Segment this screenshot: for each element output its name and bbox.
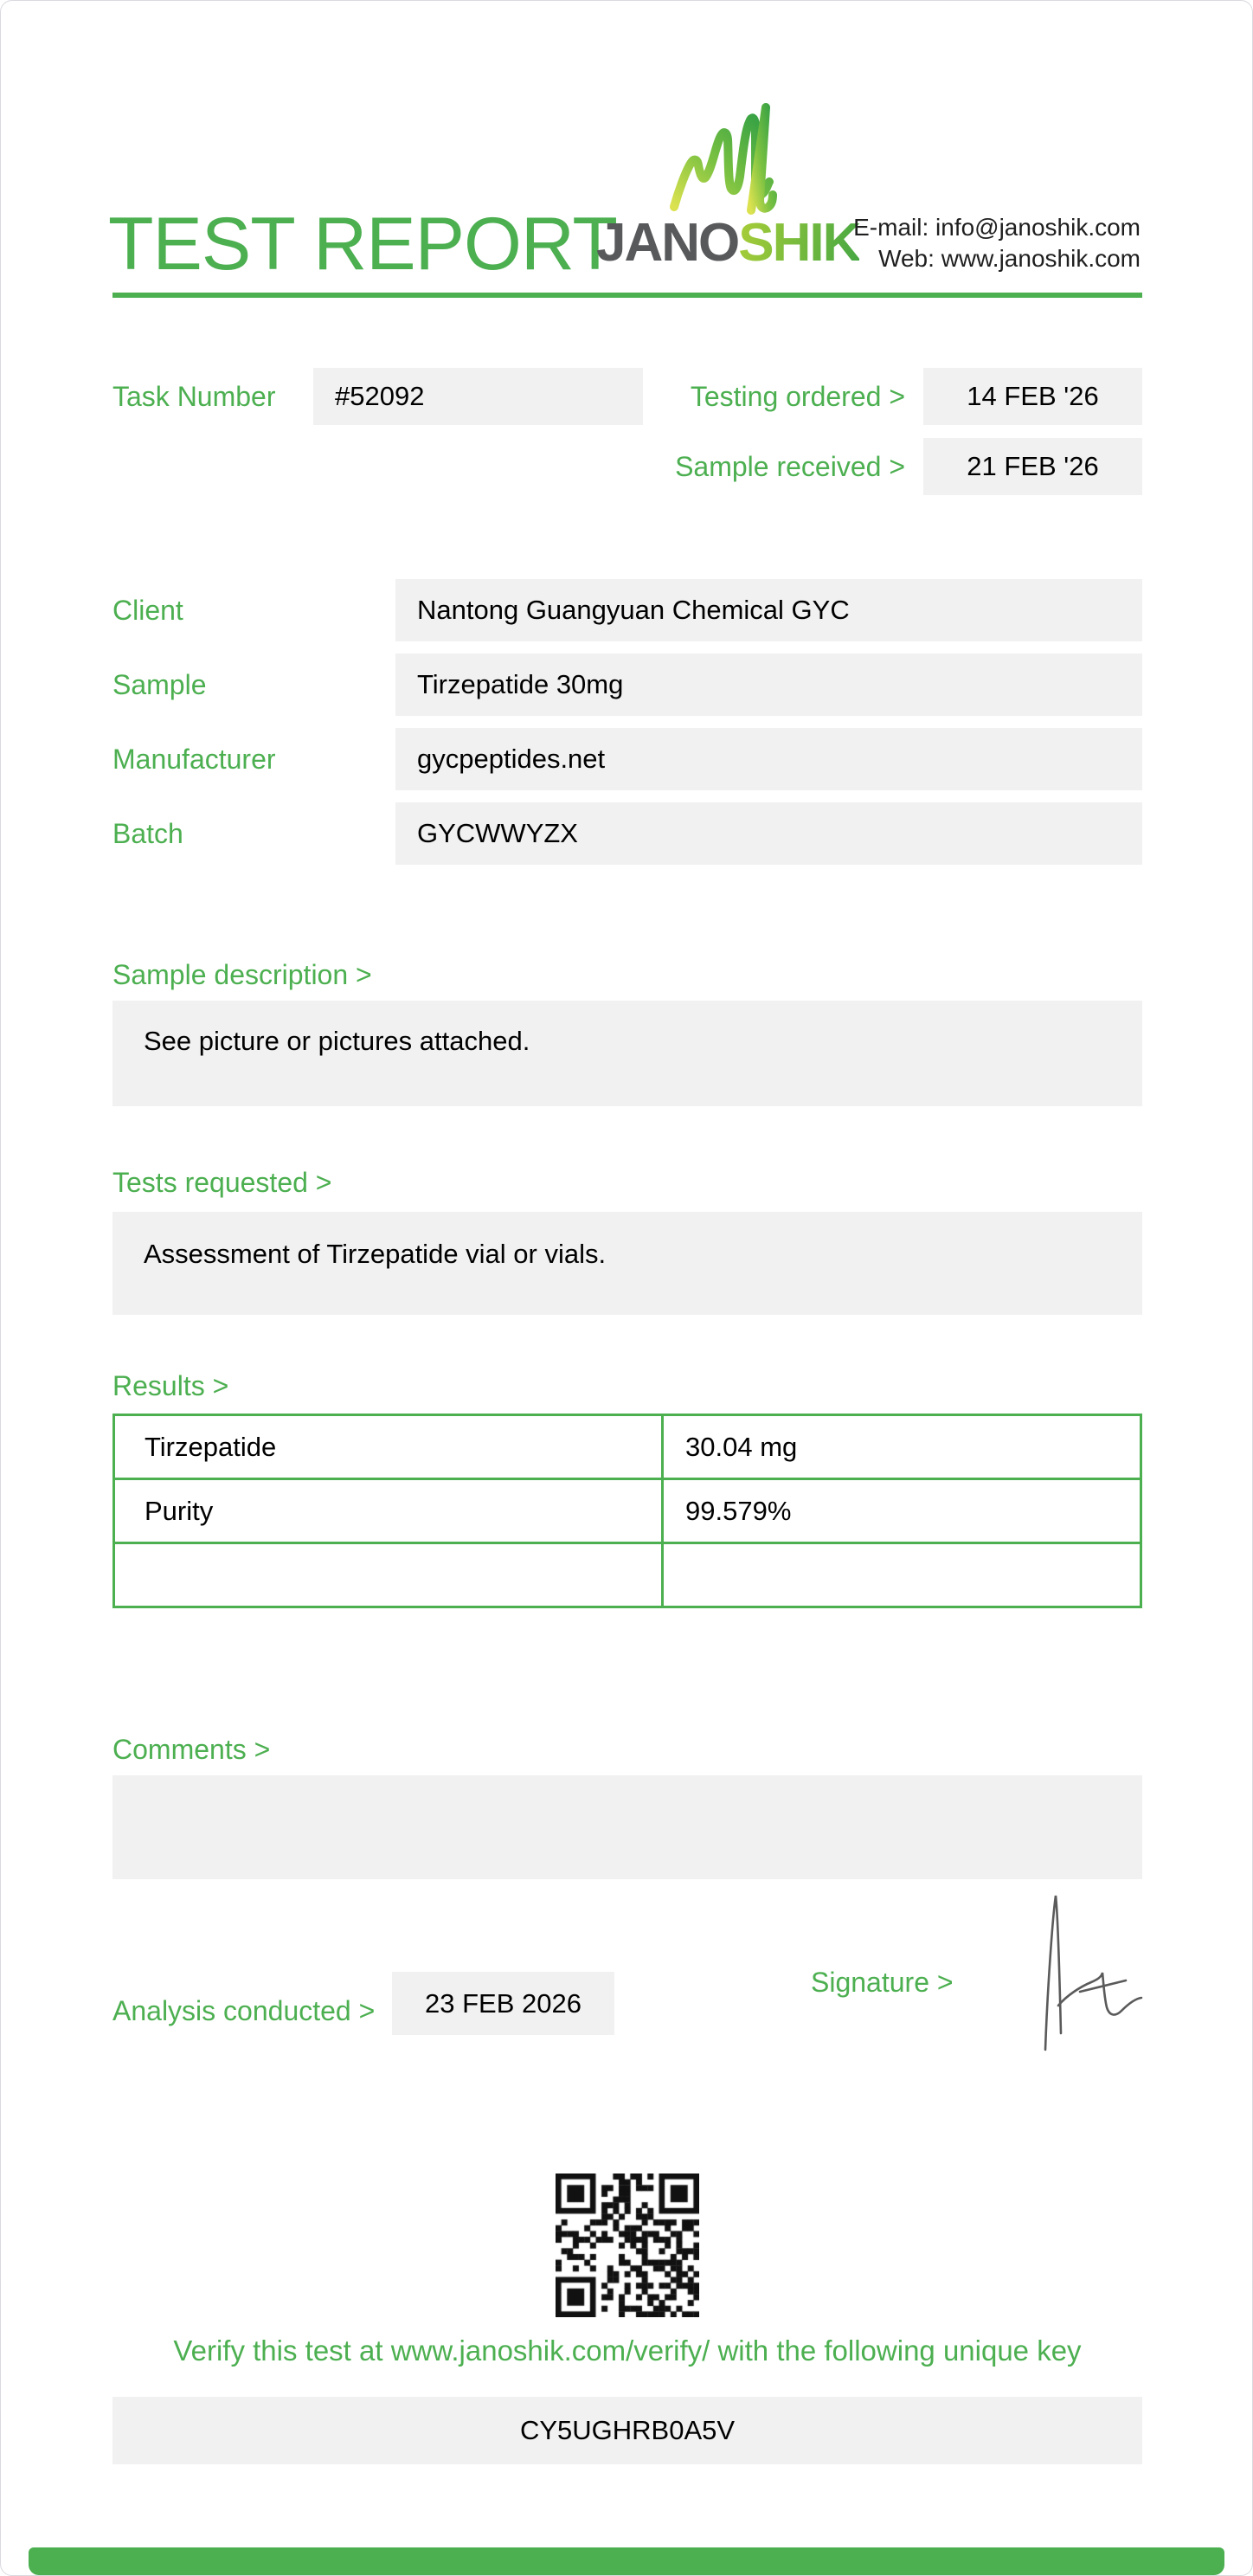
results-analyte: Tirzepatide: [114, 1415, 663, 1479]
verify-key-value: CY5UGHRB0A5V: [519, 2415, 736, 2445]
footer-accent-bar: [29, 2547, 1224, 2575]
results-label: Results >: [112, 1370, 229, 1401]
manufacturer-value-box: [395, 728, 1142, 790]
logo-word-green: SHIK: [738, 213, 860, 273]
task-number-value: #52092: [335, 381, 425, 411]
client-value-box: [395, 579, 1142, 641]
results-value: 30.04 mg: [663, 1415, 1141, 1479]
signature-label: Signature >: [811, 1967, 954, 1998]
client-label: Client: [112, 594, 183, 626]
sample-received-box: [923, 438, 1142, 495]
results-analyte: [114, 1543, 663, 1607]
batch-label: Batch: [112, 817, 183, 849]
analysis-conducted-label: Analysis conducted >: [112, 1995, 376, 2026]
results-row: [114, 1479, 1141, 1543]
results-table: [112, 1414, 1142, 1608]
task-number-label: Task Number: [112, 380, 276, 412]
sample-received-value: 21 FEB '26: [967, 451, 1099, 481]
contact-web: Web: www.janoshik.com: [878, 245, 1141, 272]
sample-description-label: Sample description >: [112, 959, 372, 990]
results-row: [114, 1543, 1141, 1607]
analysis-date-box: [392, 1972, 614, 2035]
header-divider: [112, 293, 1142, 298]
comments-box: [112, 1775, 1142, 1879]
client-value: Nantong Guangyuan Chemical GYC: [417, 595, 850, 625]
contact-block: [853, 212, 1141, 274]
info-section: [112, 579, 1142, 865]
testing-ordered-value: 14 FEB '26: [967, 381, 1099, 411]
testing-ordered-label: Testing ordered >: [690, 380, 905, 412]
task-number-value-box: [313, 368, 643, 425]
task-section: [112, 368, 1142, 495]
tests-requested-box: [112, 1212, 1142, 1315]
sample-value-box: [395, 654, 1142, 716]
logo-word-dark: JANO: [596, 213, 739, 273]
sample-description-text: See picture or pictures attached.: [144, 1026, 530, 1056]
results-analyte: Purity: [114, 1479, 663, 1543]
page-title: TEST REPORT: [108, 203, 617, 286]
logo-peaks-icon: [667, 100, 795, 222]
analysis-date-value: 23 FEB 2026: [425, 1987, 582, 2019]
sample-received-label: Sample received >: [675, 450, 905, 482]
results-row: [114, 1415, 1141, 1479]
results-value: 99.579%: [663, 1479, 1141, 1543]
sample-value: Tirzepatide 30mg: [417, 669, 624, 699]
verify-instruction: Verify this test at www.janoshik.com/verify/ with the following unique key: [173, 2334, 1082, 2367]
contact-email: E-mail: info@janoshik.com: [853, 214, 1141, 241]
sample-label: Sample: [112, 668, 207, 700]
logo-wordmark: [596, 213, 860, 273]
comments-label: Comments >: [112, 1734, 271, 1765]
manufacturer-label: Manufacturer: [112, 743, 276, 775]
tests-requested-text: Assessment of Tirzepatide vial or vials.: [144, 1239, 607, 1269]
testing-ordered-box: [923, 368, 1142, 425]
results-value: [663, 1543, 1141, 1607]
signature-image: [1032, 1884, 1153, 2061]
batch-value-box: [395, 802, 1142, 865]
qr-code: [556, 2174, 699, 2317]
sample-description-box: [112, 1001, 1142, 1106]
verify-key-box: [112, 2397, 1142, 2464]
tests-requested-label: Tests requested >: [112, 1167, 332, 1198]
manufacturer-value: gycpeptides.net: [417, 744, 606, 774]
batch-value: GYCWWYZX: [417, 818, 578, 848]
